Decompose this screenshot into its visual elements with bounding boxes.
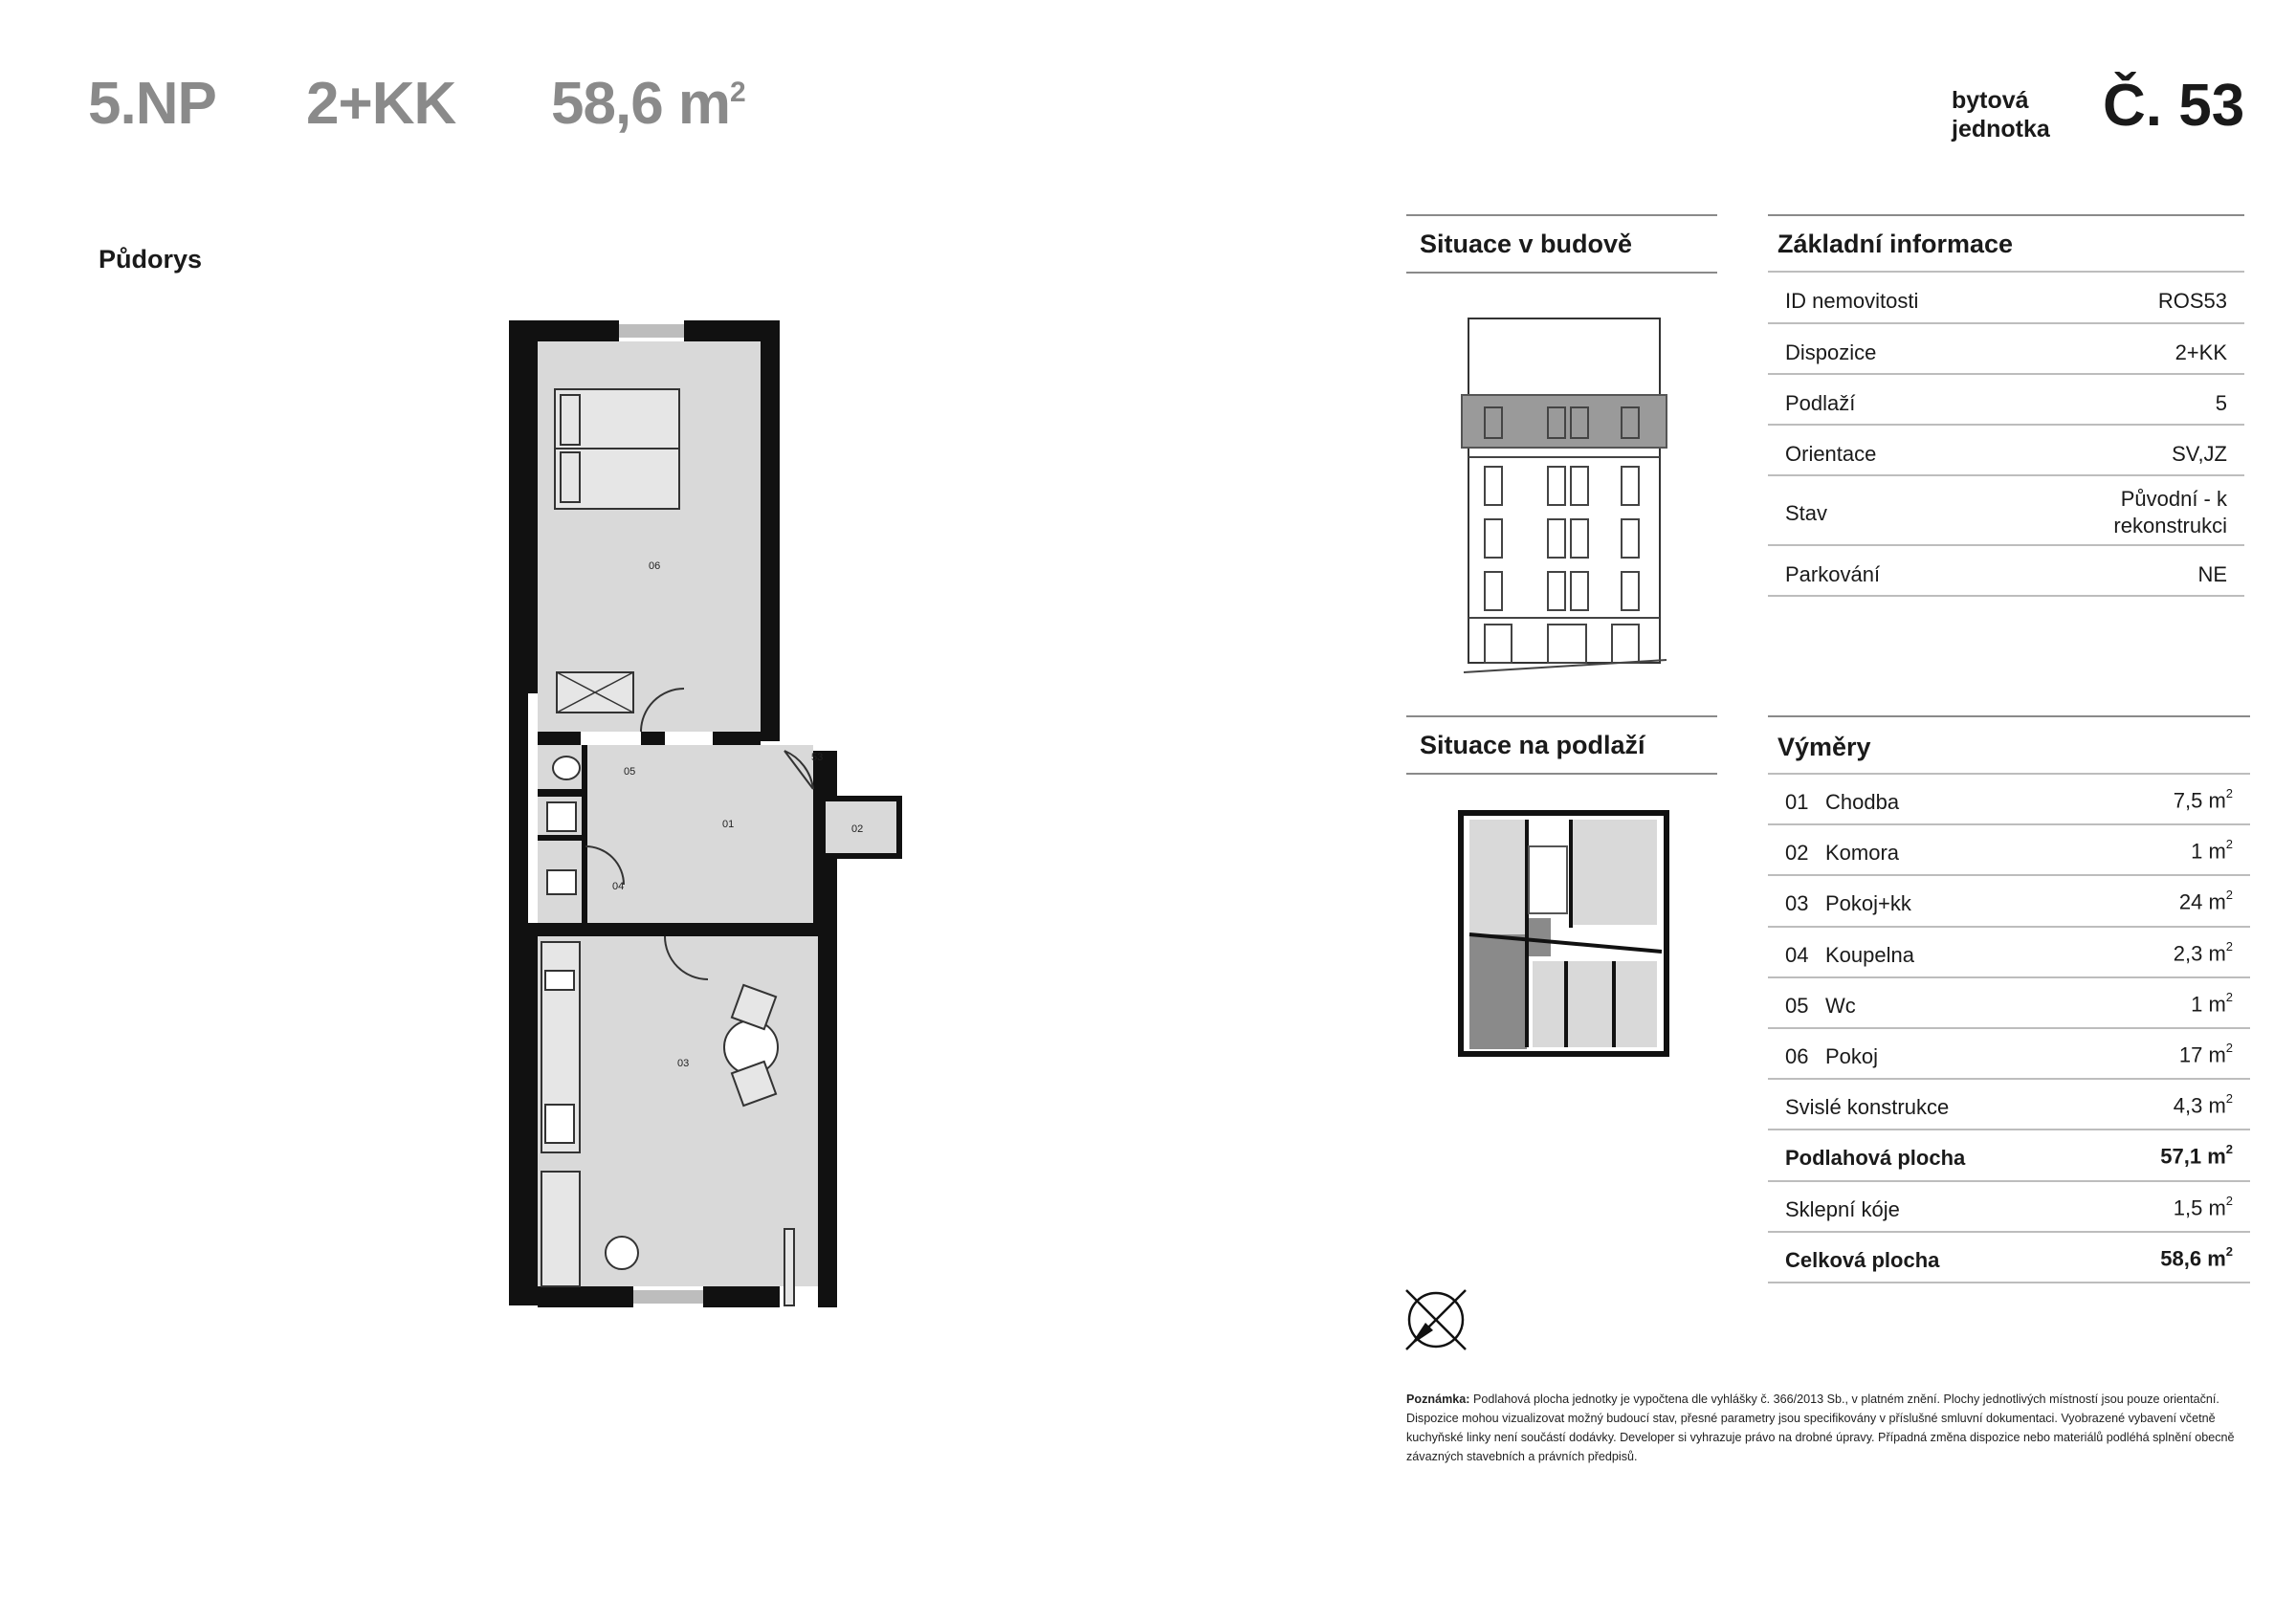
area-room-number: 03 [1785, 891, 1809, 916]
north-arrow-icon [1402, 1286, 1469, 1353]
floor-plan [497, 311, 909, 1353]
area-total-value: 58,6 $m^2$ [2160, 1243, 2233, 1271]
info-value-state: Původní - k rekonstrukci [2113, 487, 2227, 537]
room-label-04: 04 [612, 881, 625, 892]
area-room-value: 7,5 $m^2$ [2173, 786, 2233, 813]
area-room-number: 04 [1785, 942, 1809, 967]
area-total-label: Svislé konstrukce [1785, 1095, 1950, 1120]
area-total-value: 4,3 $m^2$ [2173, 1091, 2233, 1118]
area-room-value: 17 $m^2$ [2178, 1041, 2233, 1067]
area-room-name: Pokoj [1825, 1044, 1879, 1068]
unit-label: bytová jednotka [1952, 87, 2050, 143]
area-room-name: Komora [1825, 841, 1900, 866]
divider [1406, 272, 1717, 274]
divider [1406, 214, 1717, 216]
room-label-53: 53 [811, 752, 824, 763]
info-value-parking: NE [2197, 562, 2227, 586]
info-label-state: Stav [1785, 501, 1828, 525]
info-value-orientation: SV,JZ [2172, 442, 2227, 466]
room-label-05: 05 [624, 766, 636, 778]
info-value-floor: 5 [2215, 391, 2227, 415]
divider [1406, 715, 1717, 717]
divider [1406, 773, 1717, 775]
layout-label: 2+KK [306, 71, 456, 137]
info-label-floor: Podlaží [1785, 391, 1856, 415]
plan-title: Půdorys [99, 245, 203, 274]
info-value-layout: 2+KK [2175, 340, 2227, 364]
building-title: Situace v budově [1420, 230, 1633, 258]
area-total-label: Sklepní kóje [1785, 1196, 1900, 1221]
floor-situation-plan [1456, 808, 1671, 1059]
divider [1768, 715, 2250, 717]
area-room-value: 1 $m^2$ [2191, 989, 2233, 1017]
floor-label: 5.NP [88, 71, 216, 137]
area-total-label: Celková plocha [1785, 1247, 1940, 1272]
unit-number: Č. 53 [2103, 73, 2245, 139]
room-label-03: 03 [677, 1058, 690, 1069]
area-room-value: 24 $m^2$ [2178, 888, 2233, 914]
area-room-value: 1 $m^2$ [2191, 837, 2233, 864]
area-room-number: 05 [1785, 993, 1809, 1018]
area-room-value: 2,3 $m^2$ [2173, 938, 2233, 965]
room-label-06: 06 [649, 560, 661, 572]
area-room-name: Koupelna [1825, 942, 1914, 967]
area-total-label: Podlahová plocha [1785, 1146, 1966, 1171]
areas-title: Výměry [1777, 733, 1871, 761]
area-room-name: Chodba [1825, 790, 1900, 814]
info-value-id: ROS53 [2157, 289, 2227, 313]
area-label: 58,6 $m^2$ [551, 71, 745, 137]
room-label-02: 02 [851, 823, 864, 835]
area-total-value: 1,5 $m^2$ [2173, 1193, 2233, 1219]
area-total-value: 57,1 $m^2$ [2160, 1142, 2233, 1169]
area-room-number: 02 [1785, 841, 1809, 866]
info-label-id: ID nemovitosti [1785, 289, 1919, 313]
disclaimer-note: Poznámka: Podlahová plocha jednotky je vypočtena dle vyhlášky č. 366/2013 Sb., v platném znění. Plochy jednotlivých místností jsou pouze orientační. Dispozice mohou vizualizovat možný budoucí stav, přesné parametry jsou specifikovány v příslušné smluvní dokumentaci. Vyobrazené vybavení včetně kuchyňské linky není součástí dodávky. Developer si vyhrazuje právo na drobné úpravy. Případná změna dispozice nebo materiálů podléhá splnění obecně závazných stavebních a právních předpisů. [1406, 1393, 2235, 1463]
area-room-number: 06 [1785, 1044, 1809, 1068]
divider [1768, 214, 2244, 216]
basic-info-title: Základní informace [1777, 230, 2014, 258]
area-room-name: Pokoj+kk [1825, 891, 1911, 916]
info-label-parking: Parkování [1785, 562, 1881, 586]
floor-situation-title: Situace na podlaží [1420, 731, 1645, 759]
area-room-number: 01 [1785, 790, 1809, 814]
info-label-orientation: Orientace [1785, 442, 1877, 466]
info-label-layout: Dispozice [1785, 340, 1877, 364]
room-label-01: 01 [722, 819, 735, 830]
building-elevation [1454, 304, 1674, 677]
area-room-name: Wc [1825, 993, 1856, 1018]
